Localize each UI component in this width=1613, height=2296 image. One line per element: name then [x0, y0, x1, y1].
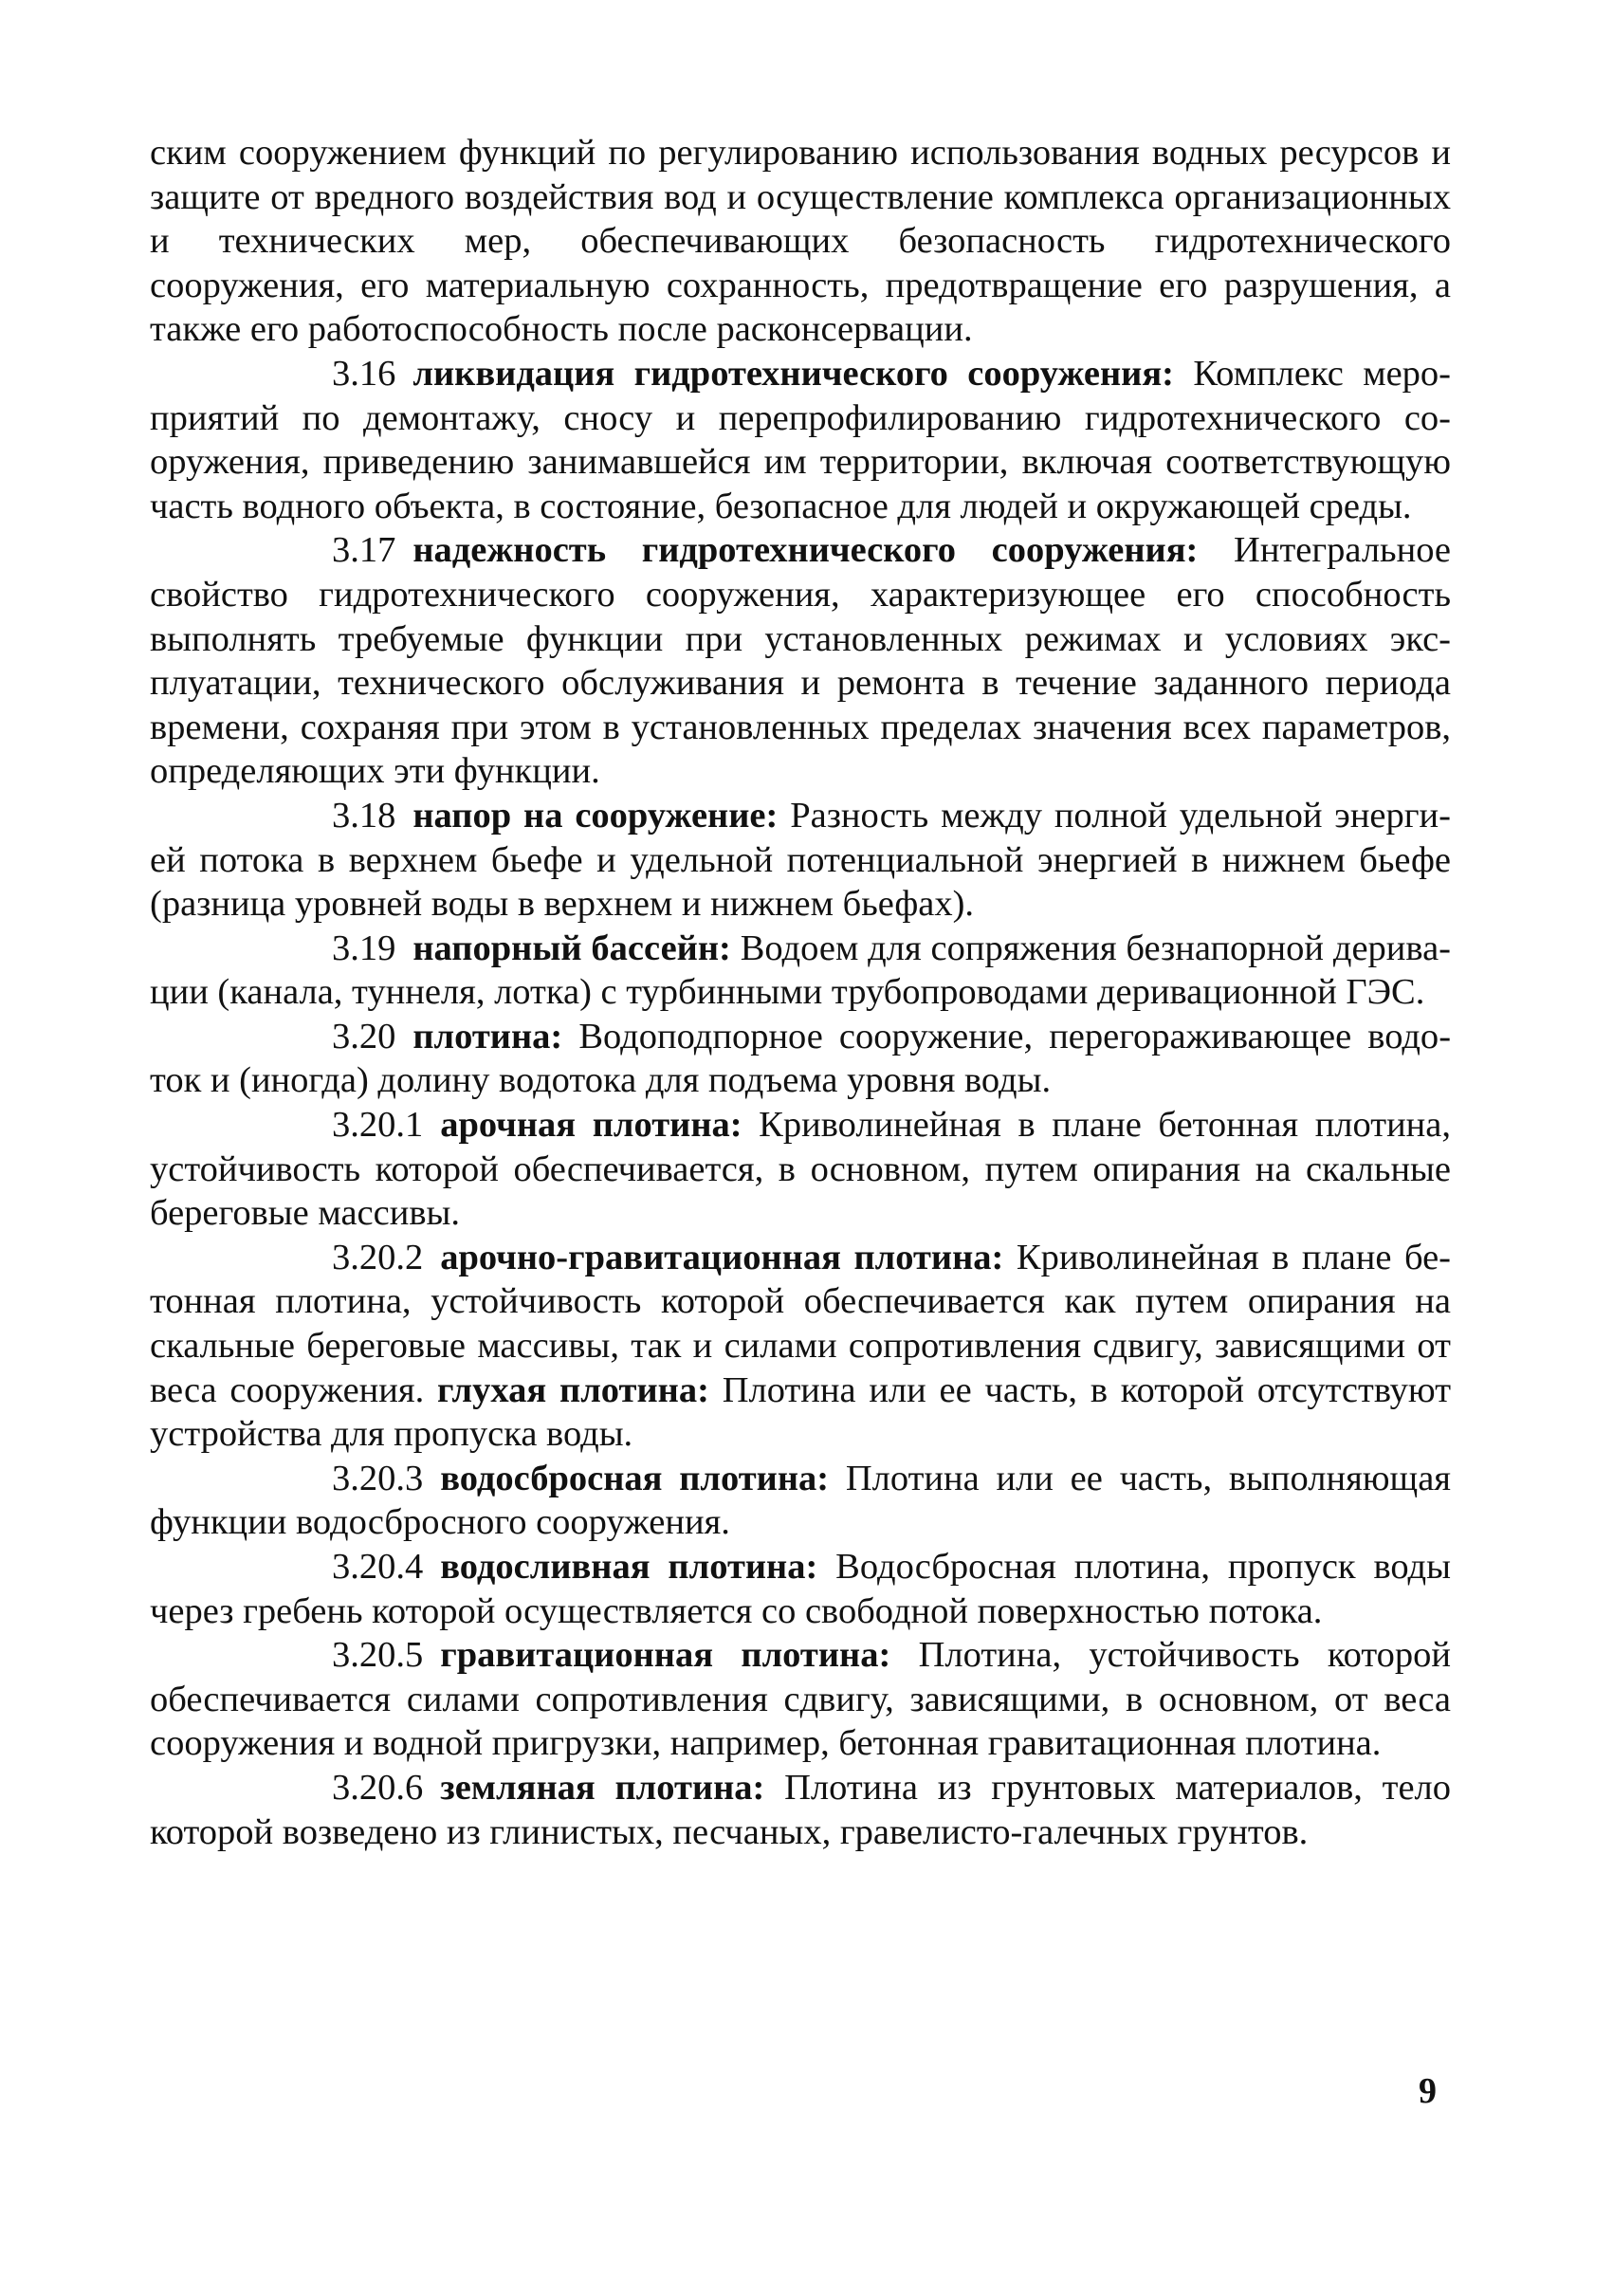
term-name: надежность гидротехнического сооружения:	[412, 530, 1199, 571]
term-definition: Водосбросная плотина, пропуск воды через гребень которой осуществляется со свободной поверхностью потока.	[150, 1547, 1451, 1631]
term-definition-inline: Плотина или ее часть, в которой отсутствуют устройства для пропуска воды.	[150, 1369, 1452, 1455]
term-name: водосливная плотина:	[440, 1547, 818, 1587]
term-entry	[150, 1633, 1451, 1766]
term-number: 3.16	[332, 353, 396, 394]
continuation-paragraph: ским сооружением функций по регулированию использования водных ресурсов и защите от вредного воздействия вод и осуществление комплекса организационных и технических мер, обеспечивающих безопасность гидротехнического сооружения, его материальную сохранность, предотвращение его разрушения, а также его работоспособность после расконсервации.	[150, 133, 1451, 350]
term-number: 3.17	[332, 530, 396, 571]
term-number: 3.20.5	[332, 1635, 424, 1676]
term-number: 3.20.1	[332, 1105, 424, 1146]
term-entry	[150, 1766, 1451, 1854]
term-entry	[150, 1015, 1451, 1103]
term-name: гравитационная плотина:	[440, 1635, 891, 1676]
term-entry	[150, 1103, 1451, 1236]
term-entry	[150, 1545, 1451, 1633]
term-name: напор на сооружение:	[412, 795, 779, 836]
term-definition: Плотина или ее часть, выполняющая функции водосбросного сооружения.	[150, 1458, 1451, 1543]
term-definition: Криволинейная в плане бетонная плотина, устойчивость которой обеспечивается, в основном, путем опирания на скальные береговые массивы.	[150, 1105, 1451, 1234]
term-number: 3.20.2	[332, 1237, 424, 1277]
term-number: 3.20.4	[332, 1547, 424, 1587]
page-number: 9	[1419, 2071, 1437, 2111]
term-entry	[150, 927, 1451, 1015]
term-name: напорный бассейн:	[412, 928, 731, 968]
term-definition: Комплекс мероприятий по демонтажу, сносу и перепрофилированию гидротехнического сооружения, приведению занимавшейся им территории, включая соответствующую часть водного объекта, в состояние, безопасное для людей и окружающей среды.	[150, 353, 1451, 526]
term-entry	[150, 352, 1451, 528]
term-entry	[150, 1236, 1451, 1457]
term-number: 3.20	[332, 1016, 396, 1056]
term-definition: Водоподпорное сооружение, перегораживающее водоток и (иногда) долину водотока для подъема уровня воды.	[150, 1016, 1452, 1101]
term-number: 3.19	[332, 928, 396, 968]
term-entry	[150, 528, 1451, 794]
term-number: 3.20.6	[332, 1767, 424, 1808]
term-name: земляная плотина:	[440, 1767, 765, 1808]
term-name: водосбросная плотина:	[440, 1458, 830, 1498]
term-definition: Плотина из грунтовых материалов, тело которой возведено из глинистых, песчаных, гравелисто-галечных грунтов.	[150, 1767, 1452, 1852]
term-name-inline: глухая плотина:	[437, 1369, 709, 1410]
term-number: 3.20.3	[332, 1458, 424, 1498]
term-name: плотина:	[412, 1016, 563, 1056]
term-number: 3.18	[332, 795, 396, 836]
term-entry	[150, 1457, 1451, 1545]
term-entry	[150, 794, 1451, 927]
term-definition: Интегральное свойство гидротехнического сооружения, характеризующее его способность выполнять требуемые функции при установленных режимах и условиях эксплуатации, технического обслуживания и ремонта в течение заданного периода времени, сохраняя при этом в установленных пределах значения всех параметров, определяющих эти функции.	[150, 530, 1452, 792]
term-name: ликвидация гидротехнического сооружения:	[412, 353, 1174, 394]
term-name: арочно-гравитационная плотина:	[440, 1237, 1004, 1277]
term-name: арочная плотина:	[440, 1105, 742, 1146]
term-definition: Плотина, устойчивость которой обеспечивается силами сопротивления сдвигу, зависящими, в основном, от веса сооружения и водной пригрузки, например, бетонная гравитационная плотина.	[150, 1635, 1451, 1764]
document-page	[150, 131, 1451, 1854]
term-definition: Криволинейная в плане бетонная плотина, устойчивость которой обеспечивается как путем опирания на скальные береговые массивы, так и силами сопротивления сдвигу, зависящими от веса сооружения.	[150, 1237, 1451, 1410]
term-definition: Разность между полной удельной энергией потока в верхнем бьефе и удельной потенциальной энергией в нижнем бьефе (разница уровней воды в верхнем и нижнем бьефах).	[150, 795, 1451, 925]
term-definition: Водоем для сопряжения безнапорной деривации (канала, туннеля, лотка) с турбинными трубопроводами деривационной ГЭС.	[150, 928, 1451, 1013]
